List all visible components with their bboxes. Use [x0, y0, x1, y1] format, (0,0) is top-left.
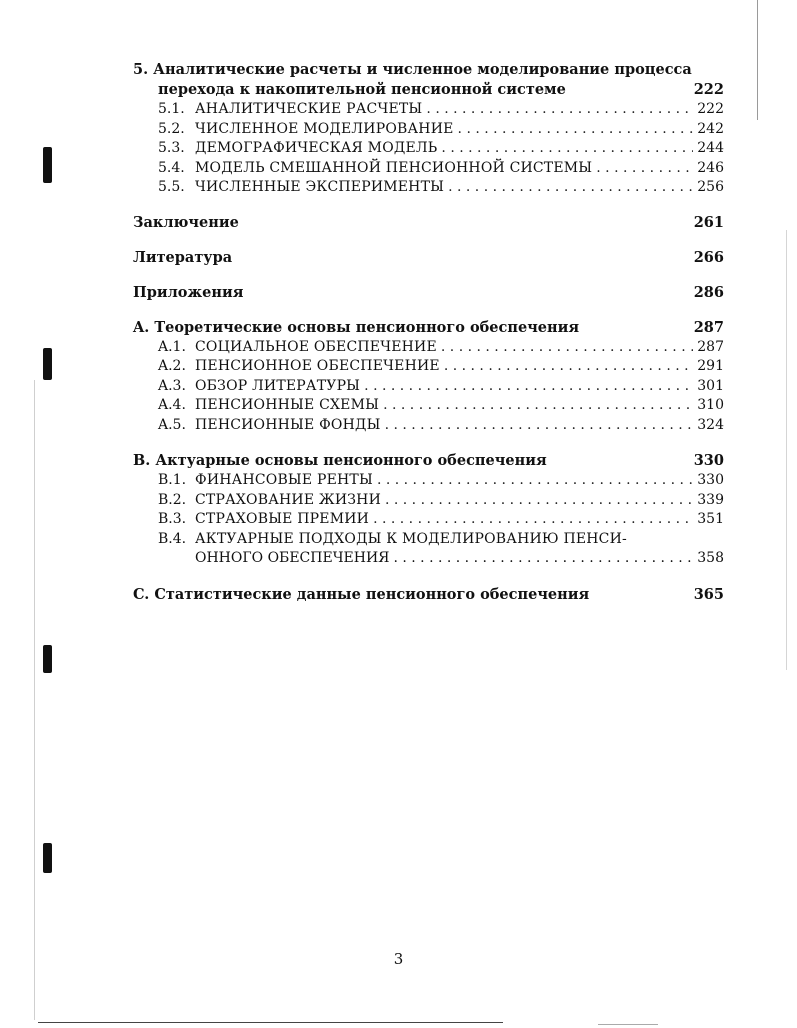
section-title: ЧИСЛЕННОЕ МОДЕЛИРОВАНИЕ — [195, 120, 454, 137]
chapter-title: A. Теоретические основы пенсионного обеспечения — [133, 318, 580, 336]
toc-appendices[interactable] — [133, 283, 724, 303]
section-title: ПЕНСИОННЫЕ СХЕМЫ — [195, 397, 380, 413]
section-title: ПЕНСИОННЫЕ ФОНДЫ — [195, 416, 381, 433]
scan-edge-bottom — [38, 1022, 503, 1023]
section-number: A.3. — [158, 377, 186, 394]
section-number: 5.5. — [158, 179, 185, 195]
section-page: 358 — [697, 550, 724, 566]
chapter-page: 222 — [693, 81, 724, 98]
toc-entry[interactable] — [133, 396, 724, 416]
section-page: 330 — [697, 472, 724, 488]
section-page: 301 — [697, 377, 724, 394]
section-title: ПЕНСИОННОЕ ОБЕСПЕЧЕНИЕ — [195, 358, 440, 374]
section-page: 246 — [697, 159, 724, 176]
scan-edge-right — [757, 0, 758, 120]
page-number: 3 — [393, 950, 404, 968]
leader-dots — [385, 416, 694, 436]
chapter-title-line2: перехода к накопительной пенсионной системе — [158, 81, 566, 98]
leader-dots — [448, 178, 693, 198]
section-page: 222 — [697, 101, 724, 117]
leader-dots — [393, 549, 693, 569]
toc-entry[interactable] — [133, 491, 724, 511]
section-number: B.4. — [158, 530, 187, 547]
chapter-page: 266 — [693, 248, 724, 266]
chapter-page: 261 — [693, 213, 724, 231]
toc-entry[interactable] — [133, 510, 724, 530]
chapter-page: 330 — [693, 452, 724, 469]
chapter-5 — [133, 60, 724, 100]
toc-entry[interactable] — [133, 357, 724, 377]
toc-conclusion[interactable] — [133, 213, 724, 233]
chapter-page: 365 — [693, 585, 724, 603]
section-page: 256 — [697, 179, 724, 195]
chapter-b[interactable] — [133, 451, 724, 471]
section-page: 324 — [697, 416, 724, 433]
chapter-page: 286 — [693, 283, 724, 301]
chapter-title: Заключение — [133, 213, 239, 231]
toc-entry[interactable] — [133, 139, 724, 159]
scan-edge-left — [34, 380, 35, 1020]
section-title: ЧИСЛЕННЫЕ ЭКСПЕРИМЕНТЫ — [195, 179, 445, 195]
section-page: 242 — [697, 120, 724, 137]
leader-dots — [441, 139, 693, 159]
chapter-title: Литература — [133, 248, 233, 266]
leader-dots — [373, 510, 693, 530]
section-number: A.4. — [158, 397, 186, 413]
toc-literature[interactable] — [133, 248, 724, 268]
section-number: B.3. — [158, 511, 187, 527]
binding-mark — [43, 348, 52, 380]
section-number: B.1. — [158, 472, 187, 488]
leader-dots — [441, 338, 693, 358]
section-title: МОДЕЛЬ СМЕШАННОЙ ПЕНСИОННОЙ СИСТЕМЫ — [195, 159, 593, 176]
section-page: 310 — [697, 397, 724, 413]
leader-dots — [596, 159, 693, 179]
section-title-line2: ОННОГО ОБЕСПЕЧЕНИЯ — [195, 550, 390, 566]
section-number: 5.4. — [158, 159, 185, 176]
binding-mark — [43, 843, 52, 873]
toc-entry[interactable] — [133, 159, 724, 179]
section-number: A.5. — [158, 416, 186, 433]
section-title-line1: АКТУАРНЫЕ ПОДХОДЫ К МОДЕЛИРОВАНИЮ ПЕНСИ- — [195, 530, 627, 547]
leader-dots — [444, 357, 693, 377]
toc-entry[interactable] — [133, 120, 724, 140]
chapter-title: C. Статистические данные пенсионного обеспечения — [133, 585, 590, 603]
toc-entry-continuation[interactable] — [133, 549, 724, 569]
scan-edge-bottom-fragment — [598, 1024, 658, 1025]
leader-dots — [385, 491, 693, 511]
section-page: 351 — [697, 511, 724, 527]
section-number: 5.2. — [158, 120, 185, 137]
toc-entry-multiline[interactable] — [133, 530, 724, 550]
scan-edge-right-faint — [786, 230, 787, 670]
leader-dots — [383, 396, 693, 416]
toc-entry[interactable] — [133, 178, 724, 198]
chapter-c[interactable] — [133, 585, 724, 605]
toc-entry[interactable] — [133, 377, 724, 397]
toc-entry[interactable] — [133, 416, 724, 436]
chapter-title: Приложения — [133, 283, 244, 301]
chapter-a[interactable] — [133, 318, 724, 338]
section-number: 5.1. — [158, 101, 185, 117]
section-number: A.2. — [158, 358, 186, 374]
section-page: 339 — [697, 491, 724, 508]
section-title: СОЦИАЛЬНОЕ ОБЕСПЕЧЕНИЕ — [195, 338, 437, 355]
table-of-contents — [133, 60, 724, 605]
leader-dots — [426, 100, 693, 120]
toc-entry[interactable] — [133, 100, 724, 120]
toc-entry[interactable] — [133, 471, 724, 491]
chapter-title-line1: 5. Аналитические расчеты и численное моделирование процесса — [133, 61, 692, 78]
binding-mark — [43, 147, 52, 183]
section-number: B.2. — [158, 491, 187, 508]
section-title: ОБЗОР ЛИТЕРАТУРЫ — [195, 377, 361, 394]
section-title: ДЕМОГРАФИЧЕСКАЯ МОДЕЛЬ — [195, 140, 438, 156]
section-title: СТРАХОВАНИЕ ЖИЗНИ — [195, 491, 381, 508]
section-page: 287 — [697, 338, 724, 355]
section-title: СТРАХОВЫЕ ПРЕМИИ — [195, 511, 370, 527]
section-title: ФИНАНСОВЫЕ РЕНТЫ — [195, 472, 373, 488]
section-title: АНАЛИТИЧЕСКИЕ РАСЧЕТЫ — [195, 101, 423, 117]
leader-dots — [377, 471, 693, 491]
section-number: A.1. — [158, 338, 186, 355]
binding-mark — [43, 645, 52, 673]
section-page: 291 — [697, 358, 724, 374]
section-number: 5.3. — [158, 140, 185, 156]
section-page: 244 — [697, 140, 724, 156]
chapter-page: 287 — [693, 318, 724, 336]
chapter-title: B. Актуарные основы пенсионного обеспечения — [133, 452, 547, 469]
toc-entry[interactable] — [133, 338, 724, 358]
leader-dots — [364, 377, 693, 397]
leader-dots — [458, 120, 694, 140]
